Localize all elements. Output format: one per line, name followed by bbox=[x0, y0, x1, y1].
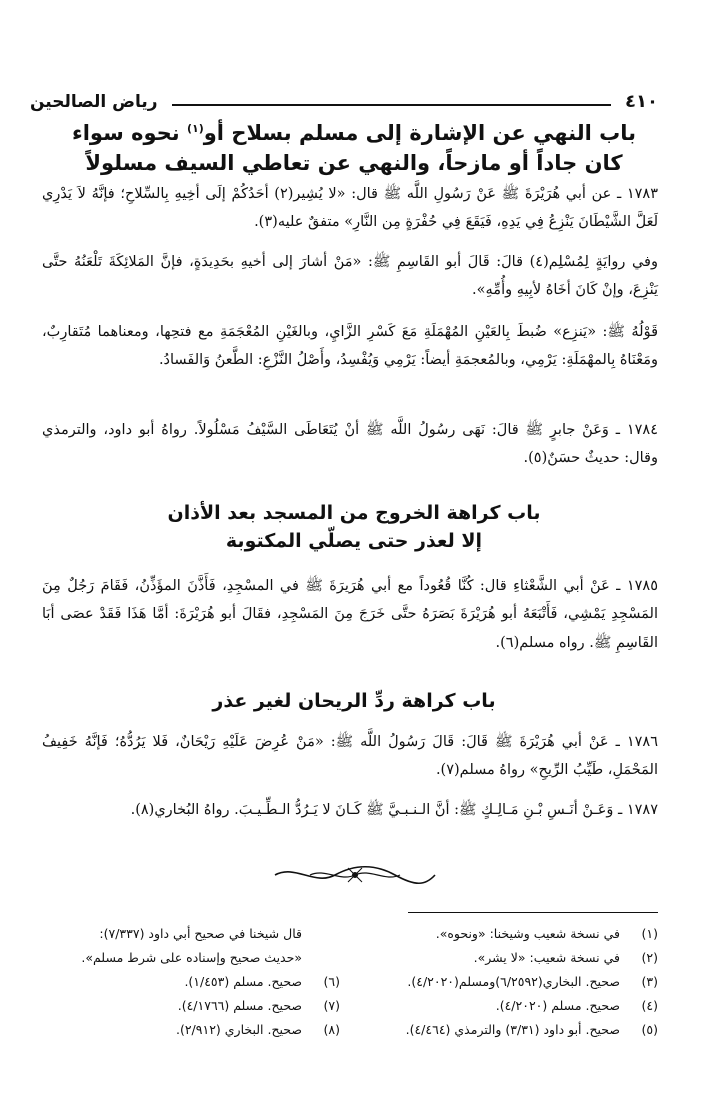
chapter-title-1 bbox=[40, 118, 668, 179]
chapter-title-3-line-1: باب كراهة ردِّ الريحان لغير عذر bbox=[212, 690, 496, 712]
footnote: (١) في نسخة شعيب وشيخنا: «ونحوه». bbox=[435, 926, 658, 941]
footnote: قال شيخنا في صحيح أبي داود (٧/٣٣٧): bbox=[99, 926, 302, 941]
hadith-1786: ١٧٨٦ ـ عَنْ أبي هُرَيْرَةَ ﷺ قَالَ: قَالَ رَسُولُ اللَّه ﷺ: «مَنْ عُرِضَ عَلَيْهِ رَيْحَانٌ، فَلا يَرُدُّهُ؛ فَإنَّهُ خَفِيفُ المَحْمَلِ، طَيِّبُ الرِّيحِ» رواهُ مسلم(٧). bbox=[42, 734, 658, 779]
chapter-title-1-line-1: باب النهي عن الإشارة إلى مسلم بسلاح أو$^{(١)}$ نحوه سواء bbox=[72, 121, 636, 145]
footnote: (٢) في نسخة شعيب: «لا يشر». bbox=[473, 950, 658, 965]
muslim-narration: وفي روايَةٍ لِمُسْلِم(٤) قالَ: قَالَ أبو القَاسِمِ ﷺ: «مَنْ أشارَ إلى أخيهِ بحَدِيدَةٍ، فإنَّ المَلائِكَةَ تَلْعَنُهُ حتَّى يَنْزِعَ، وإنْ كَانَ أخَاهُ لأبِيهِ وأُمِّهِ». bbox=[42, 254, 658, 299]
footnote: «حديث صحيح وإسناده على شرط مسلم». bbox=[81, 950, 302, 965]
chapter-title-2 bbox=[40, 500, 668, 555]
footnote: (٧) صحيح. مسلم (٤/١٧٦٦). bbox=[177, 998, 340, 1013]
footnote-ref: (١) bbox=[186, 122, 204, 135]
commentary-yanzi: قَوْلُهُ ﷺ: «يَنزِع» ضُبطَ بِالعَيْنِ المُهْمَلَةِ مَعَ كَسْرِ الزَّايِ، وبالغَيْنِ المُعْجَمَةِ مع فتحِها، ومعناهما مُتَقارِبٌ، ومَعْنَاهُ بِالمهْمَلَةِ: يَرْمِي، وبالمُعجمَةِ أيضاً: يَرْمِي وَيُفْسِدُ، وأَصْلُ النَّزْعِ: الطَّعنُ وَالفَسادُ. bbox=[42, 324, 658, 369]
chapter-title-1-line-2: كان جاداً أو مازحاً، والنهي عن تعاطي السيف مسلولاً bbox=[85, 151, 623, 176]
footnote: (٥) صحيح. أبو داود (٣/٣١) والترمذي (٤/٤٦٤). bbox=[405, 1022, 658, 1037]
chapter-title-2-line-1: باب كراهة الخروج من المسجد بعد الأذان bbox=[167, 502, 541, 524]
running-title: رياض الصالحين bbox=[30, 92, 158, 112]
footnotes-right-column bbox=[358, 922, 658, 1042]
footnote: (٣) صحيح. البخاري(٦/٢٥٩٢)ومسلم(٤/٢٠٢٠). bbox=[407, 974, 658, 989]
footnotes-left-column bbox=[40, 922, 340, 1042]
hadith-1787: ١٧٨٧ ـ وَعَـنْ أنَـسِ بْـنِ مَـالِـكٍ ﷺ: أنَّ الـنـبـيَّ ﷺ كَـانَ لا يَـرُدُّ الـطِّـيـبَ. رواهُ البُخاري(٨). bbox=[130, 802, 658, 818]
page-number: ٤١٠ bbox=[625, 91, 658, 112]
hadith-1783: ١٧٨٣ ـ عن أبي هُرَيْرَةَ ﷺ عَنْ رَسُولِ اللَّه ﷺ قال: «لا يُشِير(٢) أحَدُكُمْ إلَى أخِيهِ بِالسِّلاحِ؛ فإنَّهُ لاَ يَدْرِي لَعَلَّ الشَّيْطَانَ يَنْزِعُ فِي يَدِهِ، فَيَقَعَ فِي حُفْرَةٍ مِن النَّارِ» متفقٌ عليه(٣). bbox=[42, 186, 659, 231]
page-header bbox=[30, 82, 658, 112]
chapter-title-3 bbox=[40, 688, 668, 716]
hadith-1785: ١٧٨٥ ـ عَنْ أبي الشَّعْثاءِ قال: كُنَّا قُعُوداً مع أبي هُرَيرَةَ ﷺ في المسْجِدِ، فَأَذَّنَ المؤَذِّنُ، فَقَامَ رَجُلٌ مِنَ المَسْجِدِ يَمْشِي، فَأَتْبَعَهُ أبو هُرَيْرَةَ بَصَرَهُ حتَّى خَرَجَ مِنَ المَسْجِدِ، فقَالَ أبو هُرَيْرَةَ: أمَّا هَذَا فَقَدْ عصَى أبَا القَاسِمِ ﷺ. رواه مسلم(٦). bbox=[42, 578, 658, 651]
footnote: (٨) صحيح. البخاري (٢/٩١٢). bbox=[175, 1022, 340, 1037]
footnote: (٦) صحيح. مسلم (١/٤٥٣). bbox=[184, 974, 340, 989]
footnote-rule bbox=[408, 912, 658, 913]
hadith-1784: ١٧٨٤ ـ وَعَنْ جابرٍ ﷺ قالَ: نَهَى رسُولُ اللَّه ﷺ أنْ يُتَعَاطَى السَّيْفُ مَسْلُولاً. رواهُ أبو داود، والترمذي وقال: حديثٌ حسَنٌ(٥). bbox=[42, 422, 658, 467]
flourish-ornament-icon bbox=[270, 862, 440, 888]
header-rule bbox=[172, 104, 611, 106]
chapter-title-2-line-2: إلا لعذر حتى يصلّي المكتوبة bbox=[225, 529, 483, 552]
footnote: (٤) صحيح. مسلم (٤/٢٠٢٠). bbox=[495, 998, 658, 1013]
